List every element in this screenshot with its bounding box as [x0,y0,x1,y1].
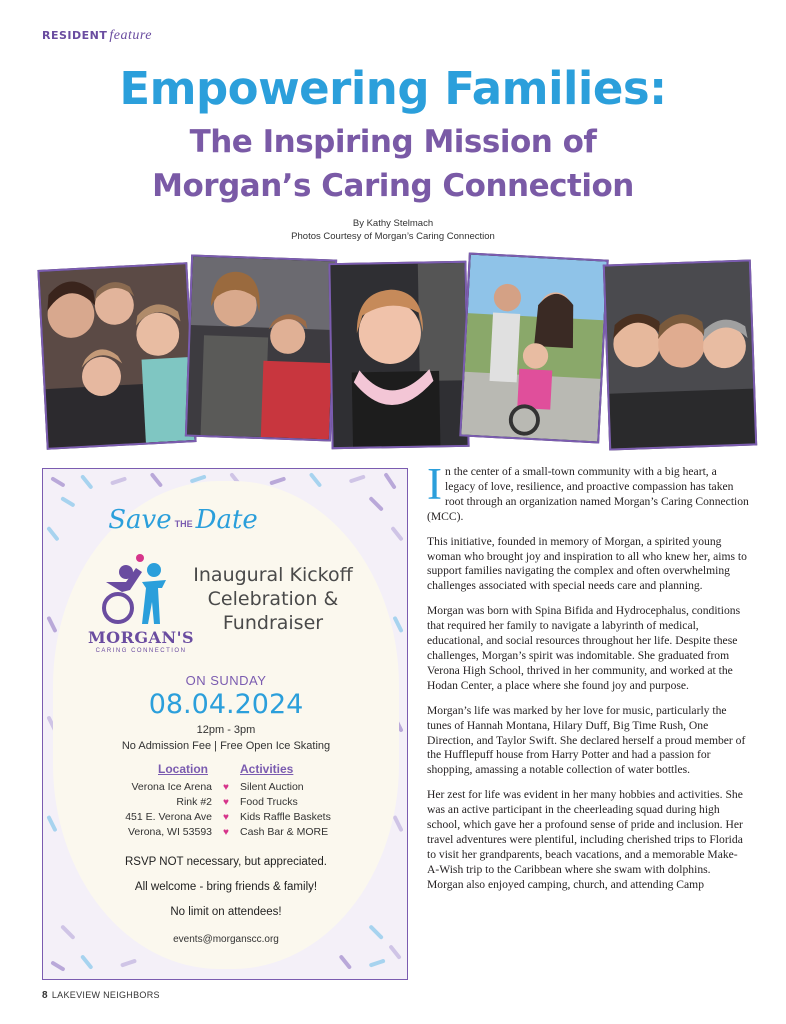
mcc-logo-wordmark: MORGAN'S [87,628,195,647]
article-paragraph: Morgan’s life was marked by her love for music, particularly the tunes of Hannah Montana, Hilary Duff, Big Time Rush, One Direction, and Taylor Swift. She declared herself a proud member of the Hufflepuff house from Harry Potter and had a passion for shopping, amassing a notable collection of water bottles. [427,703,746,777]
event-admission: No Admission Fee | Free Open Ice Skating [121,740,331,752]
headline-sub-2: Morgan’s Caring Connection [152,168,634,204]
article-paragraph: Morgan was born with Spina Bifida and Hydrocephalus, conditions that required her family to navigate a labyrinth of medical, educational, and social resources throughout her life. Despite these challenges, Morgan’s spirit was indomitable. She graduated from Verona High School, thrived in her community, and worked at the Hodan Center, a place where she found joy and purpose. [427,604,741,692]
page-number: 8 [42,990,48,1001]
photo-three-women-selfie [603,259,757,450]
heart-bullets [219,780,233,840]
list-item: Rink #2 [176,796,212,808]
headline-sub-1: The Inspiring Mission of [189,124,597,160]
location-list [100,780,212,840]
date-word: Date [195,505,258,535]
list-item: 451 E. Verona Ave [125,811,212,823]
save-word: Save [108,505,172,535]
section-label: RESIDENT [42,29,108,42]
photo-family-outdoors [459,252,608,443]
list-item: Cash Bar & MORE [240,826,329,838]
article-body [427,459,749,903]
heart-icon: ♥ [223,782,229,793]
article-paragraph: Her zest for life was evident in her many hobbies and activities. She was an active participant in the cheerleading squad during high school, which gave her a profound sense of pride and inclusion. Her travel adventures were plentiful, including cherished trips to Florida to visit her grandparents, beach vacations, and a memorable Make-A-Wish trip to the Caribbean where she swam with dolphins. Morgan also enjoyed camping, church, and attending Camp [427,788,743,891]
list-item: Verona Ice Arena [131,781,212,793]
photo-two-women [185,255,337,442]
event-hours: 12pm - 3pm [196,724,256,736]
event-day: ON SUNDAY [185,673,267,688]
byline-photos: Photos Courtesy of Morgan’s Caring Connection [291,231,495,242]
publication-name: LAKEVIEW NEIGHBORS [51,990,160,1000]
event-title: Inaugural Kickoff Celebration & Fundraiser [193,564,353,634]
event-date: 08.04.2024 [148,689,304,720]
heart-icon: ♥ [223,797,229,808]
heart-icon: ♥ [223,812,229,823]
list-item: Kids Raffle Baskets [240,811,331,823]
page-footer [42,990,160,1001]
heart-icon: ♥ [223,827,229,838]
save-the-date [0,505,366,535]
headline-main: Empowering Families: [119,62,667,115]
activities-heading: Activities [240,762,294,776]
attendee-note: No limit on attendees! [170,906,282,918]
contact-email[interactable]: events@morganscc.org [173,934,279,945]
rsvp-note: RSVP NOT necessary, but appreciated. [125,856,327,868]
location-heading: Location [158,762,208,776]
photo-group-four [37,262,196,450]
article-paragraph: In the center of a small-town community with a big heart, a legacy of love, resilience, and proactive compassion has taken root through an organization named Morgan’s Caring Connection (MCC). [427,459,749,523]
list-item: Silent Auction [240,781,304,793]
welcome-note: All welcome - bring friends & family! [134,881,318,893]
activities-list [240,780,350,840]
the-word: THE [174,518,193,529]
mcc-logo-tagline: CARING CONNECTION [95,648,187,654]
section-label-italic: feature [109,28,152,43]
photo-smiling-woman-lei [328,261,469,449]
list-item: Food Trucks [240,796,298,808]
drop-cap: I [427,459,442,509]
byline-author: By Kathy Stelmach [352,218,434,229]
list-item: Verona, WI 53593 [127,826,212,838]
article-paragraph: This initiative, founded in memory of Morgan, a spirited young woman who brought joy and inspiration to all who knew her, aims to support families navigating the complex and often overwhelming challenges associated with special needs care and planning. [427,534,747,593]
mcc-logo-icon [96,552,176,628]
section-tag [42,28,152,44]
